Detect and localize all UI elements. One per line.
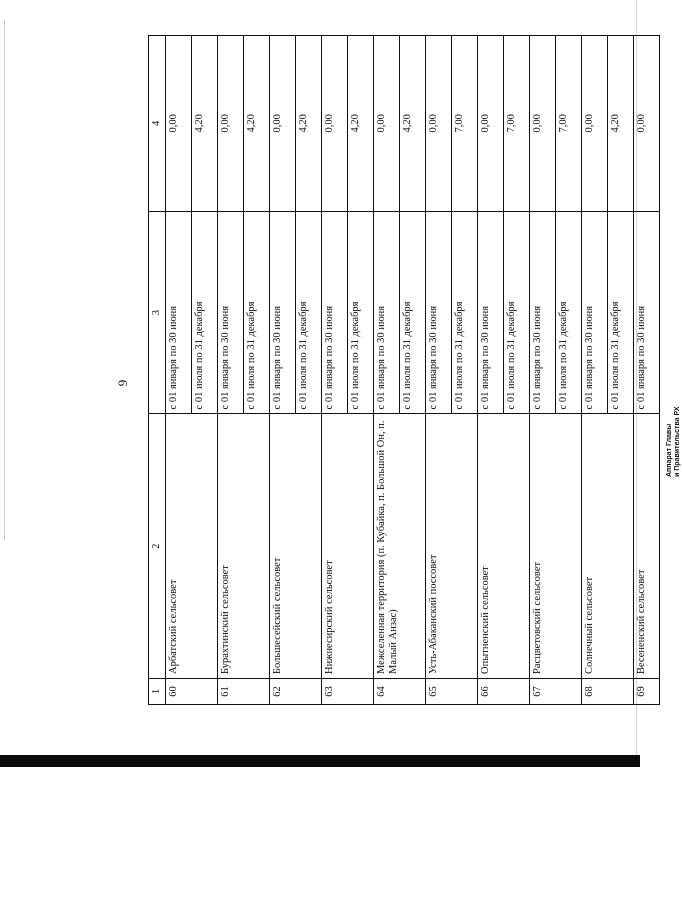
period-cell: с 01 января по 30 июня bbox=[270, 211, 296, 414]
municipality-name: Межселенная территория (п. Кубайка, п. Большой Он, п. Малый Анзас) bbox=[374, 414, 426, 679]
period-cell: с 01 июля по 31 декабря bbox=[400, 211, 426, 414]
municipality-name: Расцветовский сельсовет bbox=[530, 414, 582, 679]
value-cell: 0,00 bbox=[582, 36, 608, 212]
value-cell: 4,20 bbox=[192, 36, 218, 212]
municipality-name: Солнечный сельсовет bbox=[582, 414, 634, 679]
value-cell: 4,20 bbox=[244, 36, 270, 212]
row-number: 67 bbox=[530, 679, 582, 705]
period-cell: с 01 июля по 31 декабря bbox=[608, 211, 634, 414]
period-cell: с 01 января по 30 июня bbox=[374, 211, 400, 414]
period-cell: с 01 июля по 31 декабря bbox=[192, 211, 218, 414]
table-row bbox=[218, 36, 244, 705]
table-row bbox=[634, 36, 660, 705]
value-cell: 0,00 bbox=[530, 36, 556, 212]
stamp-line: Аппарат Главы bbox=[666, 423, 673, 477]
row-number: 66 bbox=[478, 679, 530, 705]
table-row bbox=[530, 36, 556, 705]
period-cell: с 01 июля по 31 декабря bbox=[452, 211, 478, 414]
municipality-name: Опытненский сельсовет bbox=[478, 414, 530, 679]
municipality-name: Арбатский сельсовет bbox=[166, 414, 218, 679]
municipality-name: Усть-Абаканский поссовет bbox=[426, 414, 478, 679]
stamp-line: и Правительства РХ bbox=[674, 406, 681, 477]
value-cell: 4,20 bbox=[348, 36, 374, 212]
table-row bbox=[166, 36, 192, 705]
municipality-name: Бурахтинский сельсовет bbox=[218, 414, 270, 679]
value-cell: 0,00 bbox=[166, 36, 192, 212]
value-cell: 0,00 bbox=[218, 36, 244, 212]
value-cell: 0,00 bbox=[478, 36, 504, 212]
period-cell: с 01 июля по 31 декабря bbox=[348, 211, 374, 414]
period-cell: с 01 января по 30 июня bbox=[634, 211, 660, 414]
row-number: 61 bbox=[218, 679, 270, 705]
value-cell: 4,20 bbox=[608, 36, 634, 212]
period-cell: с 01 июля по 31 декабря bbox=[244, 211, 270, 414]
row-number: 68 bbox=[582, 679, 634, 705]
page-number: 9 bbox=[115, 379, 130, 387]
value-cell: 7,00 bbox=[452, 36, 478, 212]
value-cell: 7,00 bbox=[556, 36, 582, 212]
municipality-name: Нижнесирский сельсовет bbox=[322, 414, 374, 679]
value-cell: 7,00 bbox=[504, 36, 530, 212]
column-header: 3 bbox=[149, 211, 166, 414]
period-cell: с 01 июля по 31 декабря bbox=[504, 211, 530, 414]
table-header-row bbox=[149, 36, 166, 705]
office-stamp bbox=[666, 367, 682, 477]
row-number: 62 bbox=[270, 679, 322, 705]
rotated-page bbox=[115, 35, 681, 705]
table-row bbox=[322, 36, 348, 705]
value-cell: 0,00 bbox=[426, 36, 452, 212]
period-cell: с 01 января по 30 июня bbox=[530, 211, 556, 414]
table-row bbox=[426, 36, 452, 705]
period-cell: с 01 января по 30 июня bbox=[426, 211, 452, 414]
period-cell: с 01 января по 30 июня bbox=[478, 211, 504, 414]
value-cell: 4,20 bbox=[400, 36, 426, 212]
row-number: 63 bbox=[322, 679, 374, 705]
column-header: 2 bbox=[149, 414, 166, 679]
table-row bbox=[478, 36, 504, 705]
column-header: 1 bbox=[149, 679, 166, 705]
row-number: 69 bbox=[634, 679, 660, 705]
table-row bbox=[582, 36, 608, 705]
column-header: 4 bbox=[149, 36, 166, 212]
period-cell: с 01 июля по 31 декабря bbox=[556, 211, 582, 414]
tariff-table bbox=[148, 35, 660, 705]
period-cell: с 01 января по 30 июня bbox=[582, 211, 608, 414]
period-cell: с 01 января по 30 июня bbox=[166, 211, 192, 414]
table-body bbox=[166, 36, 660, 705]
scan-edge-left bbox=[4, 20, 5, 540]
row-number: 64 bbox=[374, 679, 426, 705]
value-cell: 0,00 bbox=[270, 36, 296, 212]
period-cell: с 01 июля по 31 декабря bbox=[296, 211, 322, 414]
period-cell: с 01 января по 30 июня bbox=[218, 211, 244, 414]
municipality-name: Весененский сельсовет bbox=[634, 414, 660, 679]
row-number: 60 bbox=[166, 679, 218, 705]
row-number: 65 bbox=[426, 679, 478, 705]
table-row bbox=[270, 36, 296, 705]
value-cell: 4,20 bbox=[296, 36, 322, 212]
value-cell: 0,00 bbox=[634, 36, 660, 212]
scan-bottom-bar bbox=[0, 755, 640, 767]
table-row bbox=[374, 36, 400, 705]
value-cell: 0,00 bbox=[374, 36, 400, 212]
value-cell: 0,00 bbox=[322, 36, 348, 212]
municipality-name: Большесейский сельсовет bbox=[270, 414, 322, 679]
period-cell: с 01 января по 30 июня bbox=[322, 211, 348, 414]
